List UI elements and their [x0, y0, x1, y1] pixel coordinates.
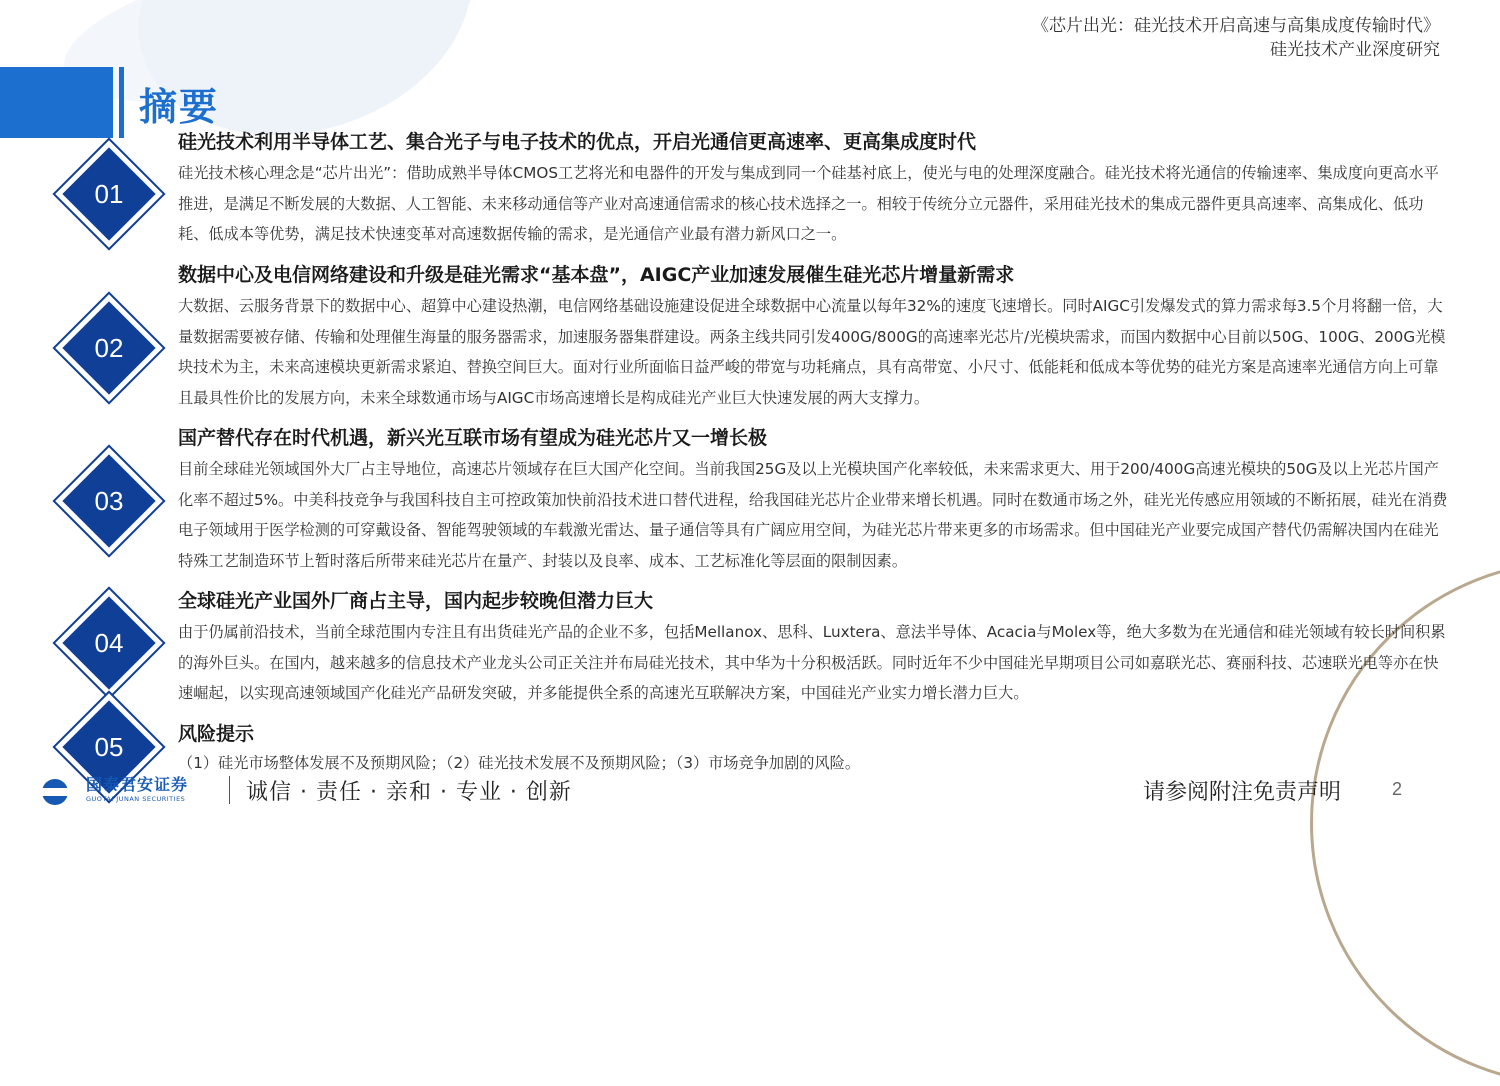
report-header [1032, 14, 1440, 62]
report-subtitle: 硅光技术产业深度研究 [1270, 40, 1440, 60]
section-number: 03 [94, 486, 124, 516]
summary-section [178, 722, 1448, 779]
section-heading: 国产替代存在时代机遇，新兴光互联市场有望成为硅光芯片又一增长极 [178, 427, 768, 449]
section-heading: 全球硅光产业国外厂商占主导，国内起步较晚但潜力巨大 [178, 590, 654, 612]
disclaimer-note: 请参阅附注免责声明 [1143, 780, 1342, 805]
section-body: 由于仍属前沿技术，当前全球范围内专注且有出货硅光产品的企业不多，包括Mellanox、思科、Luxtera、意法半导体、Acacia与Molex等，绝大多数为在光通信和硅光领域有较长时间积累的海外巨头。在国内，越来越多的信息技术产业龙头公司正关注并布局硅光技术，其中华为十分积极活跃。同时近年不少中国硅光早期项目公司如嘉联光芯、赛丽科技、芯速联光电等亦在快速崛起，以实现高速领域国产化硅光产品研发突破，并多能提供全系的高速光互联解决方案，中国硅光产业实力增长潜力巨大。 [178, 623, 1446, 702]
title-accent [119, 67, 124, 138]
section-number: 02 [94, 333, 124, 363]
section-heading: 风险提示 [178, 723, 255, 745]
report-title: 《芯片出光：硅光技术开启高速与高集成度传输时代》 [1032, 16, 1440, 36]
section-body: 硅光技术核心理念是“芯片出光”：借助成熟半导体CMOS工艺将光和电器件的开发与集成到同一个硅基衬底上，使光与电的处理深度融合。硅光技术将光通信的传输速率、集成度向更高水平推进，是满足不断发展的大数据、人工智能、未来移动通信等产业对高速通信需求的核心技术选择之一。相较于传统分立元器件，采用硅光技术的集成元器件更具高速率、高集成化、低功耗、低成本等优势，满足技术快速变革对高速数据传输的需求，是光通信产业最有潜力新风口之一。 [178, 164, 1439, 243]
page-number: 2 [1392, 779, 1403, 799]
section-body: （1）硅光市场整体发展不及预期风险；（2）硅光技术发展不及预期风险；（3）市场竞争加剧的风险。 [178, 754, 861, 772]
company-logo [38, 777, 188, 807]
company-motto: 诚信 · 责任 · 亲和 · 专业 · 创新 [246, 780, 572, 805]
logo-icon [38, 779, 78, 805]
section-number-badge [62, 147, 156, 241]
section-heading: 硅光技术利用半导体工艺、集合光子与电子技术的优点，开启光通信更高速率、更高集成度时代 [178, 131, 977, 153]
page-title: 摘要 [139, 85, 220, 129]
section-body: 目前全球硅光领域国外大厂占主导地位，高速芯片领域存在巨大国产化空间。当前我国25G及以上光模块国产化率较低，未来需求更大、用于200/400G高速光模块的50G及以上光芯片国产化率不超过5%。中美科技竞争与我国科技自主可控政策加快前沿技术进口替代进程，给我国硅光芯片企业带来增长机遇。同时在数通市场之外，硅光光传感应用领域的不断拓展，硅光在消费电子领域用于医学检测的可穿戴设备、智能驾驶领域的车载激光雷达、量子通信等具有广阔应用空间，为硅光芯片带来更多的市场需求。但中国硅光产业要完成国产替代仍需解决国内在硅光特殊工艺制造环节上暂时落后所带来硅光芯片在量产、封装以及良率、成本、工艺标准化等层面的限制因素。 [178, 460, 1448, 570]
logo-name: 国泰君安证券 [86, 775, 189, 794]
summary-section [178, 263, 1448, 413]
section-body: 大数据、云服务背景下的数据中心、超算中心建设热潮，电信网络基础设施建设促进全球数据中心流量以每年32%的速度飞速增长。同时AIGC引发爆发式的算力需求每3.5个月将翻一倍，大量数据需要被存储、传输和处理催生海量的服务器需求，加速服务器集群建设。两条主线共同引发400G/800G的高速率光芯片/光模块需求，而国内数据中心目前以50G、100G、200G光模块技术为主，未来高速模块更新需求紧迫、替换空间巨大。面对行业所面临日益严峻的带宽与功耗痛点，具有高带宽、小尺寸、低能耗和低成本等优势的硅光方案是高速率光通信方向上可靠且最具性价比的发展方向，未来全球数通市场与AIGC市场高速增长是构成硅光产业巨大快速发展的两大支撑力。 [178, 297, 1446, 407]
title-bar [0, 67, 113, 138]
summary-section [178, 130, 1448, 250]
footer-divider [229, 776, 230, 804]
logo-name-en: GUOTAI JUNAN SECURITIES [86, 795, 186, 803]
section-number: 01 [94, 179, 124, 209]
section-number-badge [62, 596, 156, 690]
section-number: 04 [94, 628, 124, 658]
summary-section [178, 426, 1448, 576]
section-number-badge [62, 301, 156, 395]
section-heading: 数据中心及电信网络建设和升级是硅光需求“基本盘”，AIGC产业加速发展催生硅光芯片增量新需求 [178, 264, 1015, 286]
summary-section [178, 589, 1448, 709]
section-number: 05 [94, 732, 124, 762]
section-number-badge [62, 454, 156, 548]
